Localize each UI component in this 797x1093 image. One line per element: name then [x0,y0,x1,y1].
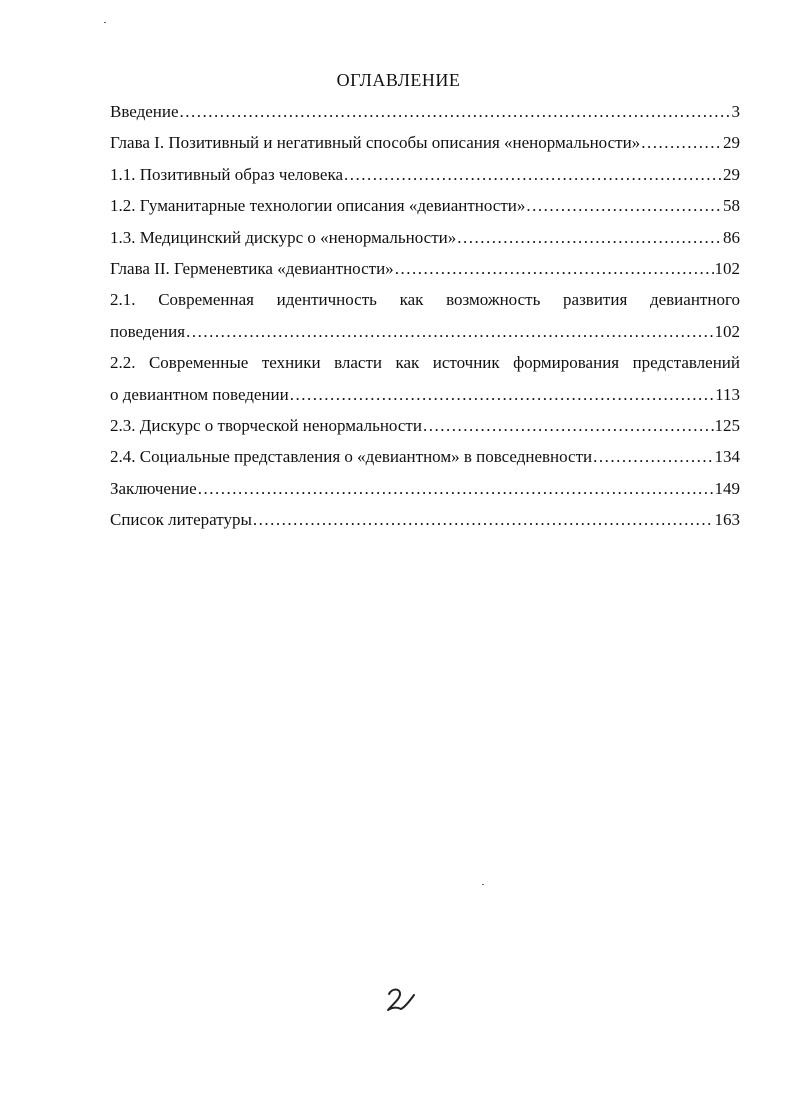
toc-entry-page: 163 [714,510,740,530]
toc-entry-page: 134 [714,447,740,467]
toc-title: ОГЛАВЛЕНИЕ [336,70,461,90]
toc-entry-label: Глава I. Позитивный и негативный способы описания «ненормальности» [110,133,641,153]
toc-entry-label: 1.2. Гуманитарные технологии описания «девиантности» [110,196,526,216]
toc-entry-label: 2.4. Социальные представления о «девиантном» в повседневности [110,447,593,467]
toc-entry-label: Список литературы [110,510,252,530]
dot-leader [180,96,731,127]
toc-entry-page: 58 [723,196,740,216]
toc-entry-page: 125 [714,415,740,435]
dot-leader [395,253,714,284]
dot-leader [526,190,722,221]
toc-entry-page: 113 [715,384,740,404]
toc-entry [110,96,740,127]
dot-leader [198,473,714,504]
toc-entry [110,473,740,504]
toc-entry-page: 102 [714,258,740,278]
dot-leader [253,504,714,535]
toc-entry [110,316,740,347]
toc-entry [110,222,740,253]
toc-entry-label: 2.3. Дискурс о творческой ненормальности [110,415,422,435]
toc-entry [110,379,740,410]
dot-leader [457,222,722,253]
toc-entry-label: 1.3. Медицинский дискурс о «ненормальности» [110,227,457,247]
toc-entry-page: 149 [714,478,740,498]
toc-entry-line1: 2.2. Современные техники власти как источник формирования представлений [110,353,740,373]
toc-entry-label: Заключение [110,478,197,498]
toc-entry [110,159,740,190]
toc-entry-label: поведения [110,321,186,341]
toc-entry [110,127,740,158]
toc-entry-page: 29 [723,164,740,184]
toc-entry-page: 102 [714,321,740,341]
toc-entry-line1: 2.1. Современная идентичность как возможность развития девиантного [110,290,740,310]
toc-entry-label: Глава II. Герменевтика «девиантности» [110,258,394,278]
dot-leader [290,379,714,410]
toc-entry-label: о девиантном поведении [110,384,289,404]
toc-entry-page: 3 [731,102,740,121]
handwritten-page-mark [383,985,419,1015]
dot-leader [186,316,713,347]
toc-entry-label: 1.1. Позитивный образ человека [110,164,344,184]
scan-speck [104,22,106,23]
toc-entry-label: Введение [110,102,179,121]
toc-entry-page: 29 [723,133,740,153]
toc-entry [110,441,740,472]
toc-entry [110,253,740,284]
scan-speck [482,884,484,885]
toc-entry [110,190,740,221]
dot-leader [344,159,722,190]
dot-leader [593,441,713,472]
dot-leader [641,127,722,158]
table-of-contents [110,96,740,535]
toc-entry [110,410,740,441]
toc-entry [110,504,740,535]
toc-entry-page: 86 [723,227,740,247]
dot-leader [423,410,714,441]
